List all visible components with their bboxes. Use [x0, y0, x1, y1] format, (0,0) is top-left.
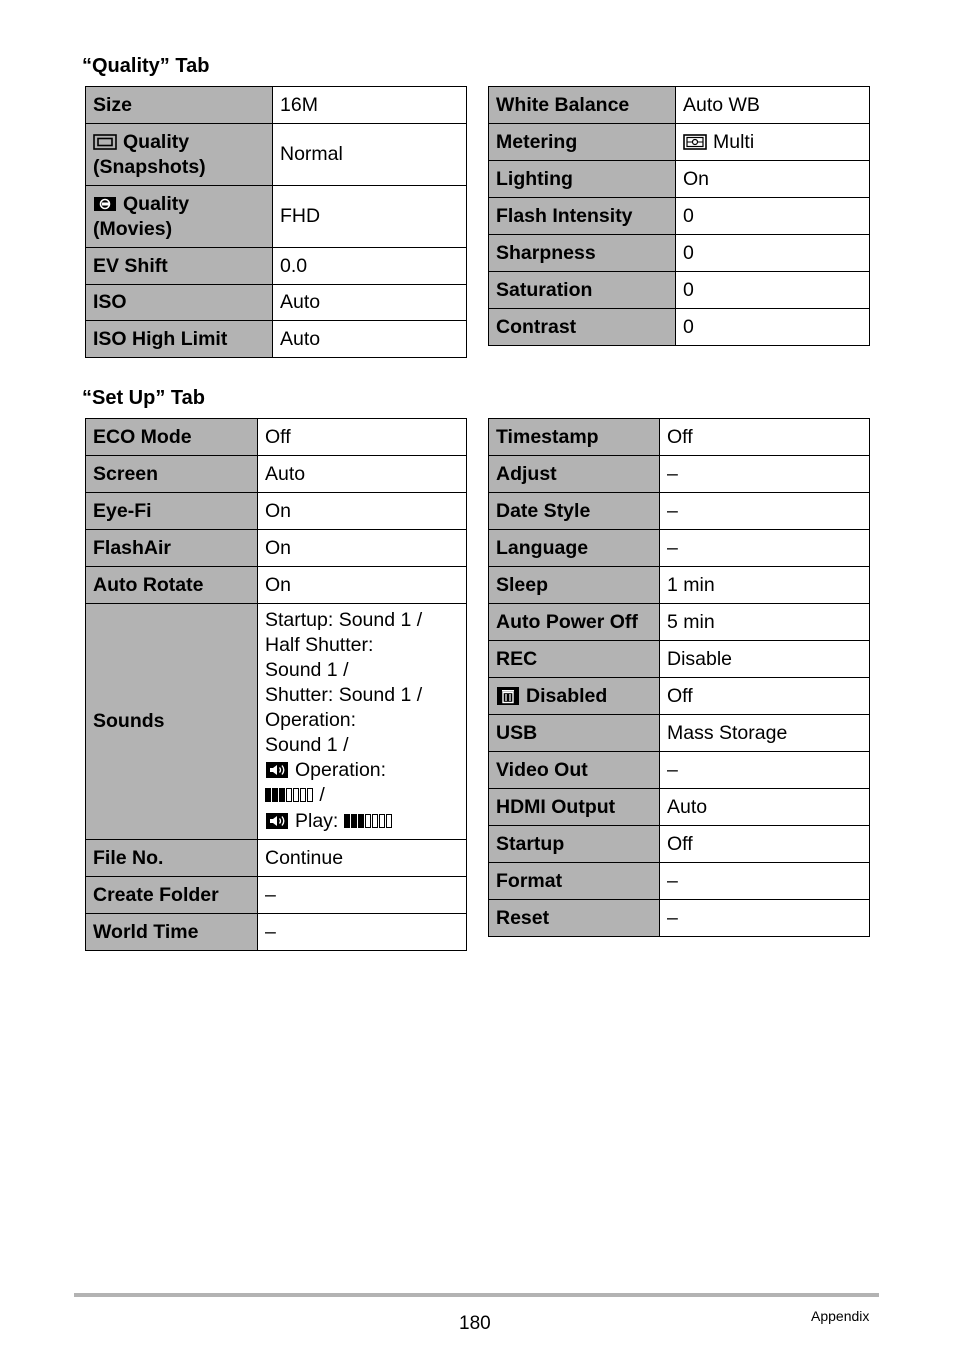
table-row — [489, 124, 870, 161]
setting-label-cell — [86, 419, 258, 456]
setting-label-cell — [489, 604, 660, 641]
setting-value-cell — [660, 419, 870, 456]
setting-label: White Balance — [496, 93, 630, 116]
setting-label-cell — [489, 900, 660, 937]
setting-value: Disable — [667, 647, 733, 670]
footer-section-label: Appendix — [811, 1308, 870, 1324]
setting-value: Auto — [667, 795, 708, 818]
table-row — [489, 161, 870, 198]
setting-value-cell — [660, 678, 870, 715]
setting-value: – — [667, 536, 678, 559]
table-row — [86, 285, 467, 321]
volume-play-label: Play: — [295, 810, 339, 832]
setting-value-cell — [660, 456, 870, 493]
setting-label: Contrast — [496, 315, 577, 338]
table-row — [86, 493, 467, 530]
setting-label: Sounds — [93, 710, 165, 732]
setting-value: Auto — [280, 327, 321, 350]
table-row — [489, 678, 870, 715]
table-row — [489, 789, 870, 826]
setting-value-cell — [676, 272, 870, 309]
setting-label: Language — [496, 536, 589, 559]
setting-value: – — [667, 906, 678, 929]
setting-value-cell — [660, 826, 870, 863]
quality-settings-table-right — [488, 86, 870, 346]
setting-value-cell — [660, 900, 870, 937]
setup-tab-title: “Set Up” Tab — [82, 387, 205, 409]
setting-label: Metering — [496, 130, 578, 153]
table-row — [489, 826, 870, 863]
setting-label-cell — [489, 161, 676, 198]
setting-label: Size — [93, 93, 133, 116]
setting-label-cell — [86, 530, 258, 567]
setting-label-cell — [489, 419, 660, 456]
setting-value: Continue — [265, 846, 344, 869]
table-row — [489, 87, 870, 124]
setting-value: 0 — [683, 315, 694, 338]
setting-label: FlashAir — [93, 536, 172, 559]
table-row — [86, 186, 467, 248]
setting-label: Reset — [496, 906, 550, 929]
setting-value-cell — [273, 321, 467, 358]
setting-value: FHD — [280, 205, 321, 227]
setting-label-cell — [86, 285, 273, 321]
setting-value-cell — [258, 530, 467, 567]
setting-value: Mass Storage — [667, 721, 788, 744]
table-row — [86, 840, 467, 877]
table-row — [489, 752, 870, 789]
sounds-value-line: Sound 1 / — [265, 734, 349, 756]
setting-value-cell — [676, 198, 870, 235]
setting-label-cell — [86, 186, 273, 248]
setting-value: 0 — [683, 278, 694, 301]
setting-label: ECO Mode — [93, 425, 192, 448]
table-row — [489, 272, 870, 309]
setting-value: – — [667, 462, 678, 485]
quality-tab-title: “Quality” Tab — [82, 55, 210, 77]
table-row — [489, 530, 870, 567]
table-row — [489, 198, 870, 235]
setting-label-cell — [86, 493, 258, 530]
setting-value-cell — [258, 877, 467, 914]
setting-label: Screen — [93, 462, 159, 485]
setting-label: Sharpness — [496, 241, 596, 264]
setting-value: 5 min — [667, 610, 715, 633]
setting-value-cell — [258, 419, 467, 456]
setting-value: – — [667, 869, 678, 892]
setting-value-cell — [660, 715, 870, 752]
setting-value: – — [265, 883, 276, 906]
setting-label: Format — [496, 869, 563, 892]
setting-label: Video Out — [496, 758, 588, 781]
setting-label-cell — [86, 877, 258, 914]
setting-label-cell — [489, 124, 676, 161]
setting-label: Quality — [123, 192, 190, 215]
setting-value-cell — [676, 161, 870, 198]
setting-label-cell — [489, 789, 660, 826]
setting-value: – — [667, 499, 678, 522]
setting-value: Auto WB — [683, 93, 760, 116]
setting-label: Disabled — [526, 684, 608, 707]
setting-value: On — [265, 573, 292, 596]
setting-value-cell — [660, 752, 870, 789]
setting-value-cell — [660, 567, 870, 604]
setting-label: (Snapshots) — [93, 155, 206, 178]
setting-value-cell — [660, 604, 870, 641]
setting-value-cell — [660, 493, 870, 530]
movie-icon — [93, 195, 117, 213]
setting-label: Date Style — [496, 499, 591, 522]
setting-value: 1 min — [667, 573, 715, 596]
setting-value: 0 — [683, 241, 694, 264]
sounds-value-line: Half Shutter: — [265, 634, 374, 656]
snapshot-icon — [93, 133, 117, 151]
setting-value: Auto — [280, 291, 321, 313]
table-row — [489, 309, 870, 346]
setting-value: 16M — [280, 93, 318, 116]
setting-label: Flash Intensity — [496, 204, 633, 227]
setting-value-cell — [676, 235, 870, 272]
setting-label: Saturation — [496, 278, 593, 301]
setting-label-cell — [489, 567, 660, 604]
setting-label-cell — [489, 309, 676, 346]
setting-value-cell — [273, 124, 467, 186]
table-row — [86, 124, 467, 186]
multi-metering-icon — [683, 133, 707, 151]
table-row — [489, 419, 870, 456]
volume-play-level — [344, 810, 393, 835]
setting-value-cell — [676, 309, 870, 346]
setting-label: File No. — [93, 846, 164, 869]
setting-label-cell — [489, 752, 660, 789]
setting-label: ISO — [93, 291, 127, 313]
table-row — [86, 914, 467, 951]
setting-label-cell — [489, 678, 660, 715]
setting-value-cell — [273, 248, 467, 285]
table-row — [86, 87, 467, 124]
setting-value: 0 — [683, 204, 694, 227]
table-row — [86, 530, 467, 567]
table-row — [489, 567, 870, 604]
setting-label-cell — [86, 567, 258, 604]
setting-value-cell — [660, 863, 870, 900]
setting-value: On — [683, 167, 710, 190]
page-number: 180 — [459, 1313, 491, 1334]
trash-icon — [496, 687, 520, 705]
table-row — [86, 877, 467, 914]
setting-label-cell — [86, 248, 273, 285]
setting-label: ISO High Limit — [93, 327, 228, 350]
setting-label-cell — [489, 826, 660, 863]
setting-label: HDMI Output — [496, 795, 616, 818]
table-row — [489, 863, 870, 900]
setting-label-cell — [86, 456, 258, 493]
setting-value-cell — [676, 124, 870, 161]
setting-value: – — [265, 920, 276, 943]
setting-value: – — [667, 758, 678, 781]
setting-label-cell — [86, 124, 273, 186]
setting-value-cell — [258, 456, 467, 493]
volume-operation-level — [265, 784, 314, 809]
speaker-icon — [265, 761, 289, 779]
setting-label-cell — [489, 863, 660, 900]
setting-value-cell — [273, 186, 467, 248]
setting-label: Eye-Fi — [93, 499, 152, 522]
setting-value-cell — [273, 285, 467, 321]
setup-settings-table-right — [488, 418, 870, 937]
table-row — [489, 604, 870, 641]
setting-label: (Movies) — [93, 217, 173, 240]
setting-label-cell — [489, 493, 660, 530]
setting-label: Adjust — [496, 462, 557, 485]
table-row — [489, 456, 870, 493]
setting-label: Auto Power Off — [496, 610, 638, 633]
separator: / — [319, 784, 325, 806]
setting-value-cell — [660, 641, 870, 678]
setting-value-cell — [660, 530, 870, 567]
setting-label-cell — [489, 530, 660, 567]
setting-label-cell — [86, 604, 258, 840]
table-row — [86, 456, 467, 493]
setting-label-cell — [86, 321, 273, 358]
setting-label-cell — [489, 198, 676, 235]
table-row — [489, 235, 870, 272]
setting-value: Auto — [265, 462, 306, 485]
setting-value: Multi — [713, 130, 755, 153]
volume-operation-label: Operation: — [295, 759, 387, 781]
table-row — [489, 900, 870, 937]
table-row — [489, 493, 870, 530]
setting-value: On — [265, 499, 292, 522]
setting-value: Off — [265, 425, 291, 448]
table-row — [86, 248, 467, 285]
setup-settings-table-left — [85, 418, 467, 951]
setting-label-cell — [489, 272, 676, 309]
setting-label-cell — [489, 87, 676, 124]
table-row — [86, 321, 467, 358]
table-row — [86, 604, 467, 840]
sounds-value-line: Sound 1 / — [265, 659, 349, 681]
setting-label-cell — [489, 641, 660, 678]
setting-label-cell — [489, 715, 660, 752]
setting-value: On — [265, 536, 292, 559]
setting-label: Quality — [123, 130, 190, 153]
table-row — [86, 419, 467, 456]
setting-label: Sleep — [496, 573, 549, 596]
setting-label-cell — [489, 235, 676, 272]
setting-value-cell — [273, 87, 467, 124]
setting-value: Normal — [280, 143, 343, 165]
setting-value: Off — [667, 684, 693, 707]
speaker-icon — [265, 812, 289, 830]
table-row — [86, 567, 467, 604]
footer-divider — [74, 1293, 879, 1297]
setting-label: Auto Rotate — [93, 573, 204, 596]
setting-label-cell — [86, 914, 258, 951]
setting-label: USB — [496, 721, 538, 744]
setting-value: Off — [667, 425, 693, 448]
table-row — [489, 641, 870, 678]
setting-label: Lighting — [496, 167, 573, 190]
sounds-value-line: Startup: Sound 1 / — [265, 609, 423, 631]
setting-value-cell — [258, 914, 467, 951]
table-row — [489, 715, 870, 752]
setting-label: Startup — [496, 832, 565, 855]
setting-value-cell — [258, 567, 467, 604]
setting-value-cell — [676, 87, 870, 124]
setting-value-cell — [660, 789, 870, 826]
setting-label: Timestamp — [496, 425, 599, 448]
setting-label: EV Shift — [93, 254, 168, 277]
setting-value: Off — [667, 832, 693, 855]
setting-label-cell — [86, 87, 273, 124]
setting-label: REC — [496, 647, 538, 670]
setting-value-cell — [258, 493, 467, 530]
setting-value: 0.0 — [280, 254, 308, 277]
setting-label: Create Folder — [93, 883, 219, 906]
setting-label-cell — [489, 456, 660, 493]
sounds-value-line: Shutter: Sound 1 / — [265, 684, 423, 706]
setting-label: World Time — [93, 920, 199, 943]
setting-value-cell — [258, 840, 467, 877]
setting-value-cell — [258, 604, 467, 840]
setting-label-cell — [86, 840, 258, 877]
quality-settings-table-left — [85, 86, 467, 358]
sounds-value-line: Operation: — [265, 709, 357, 731]
